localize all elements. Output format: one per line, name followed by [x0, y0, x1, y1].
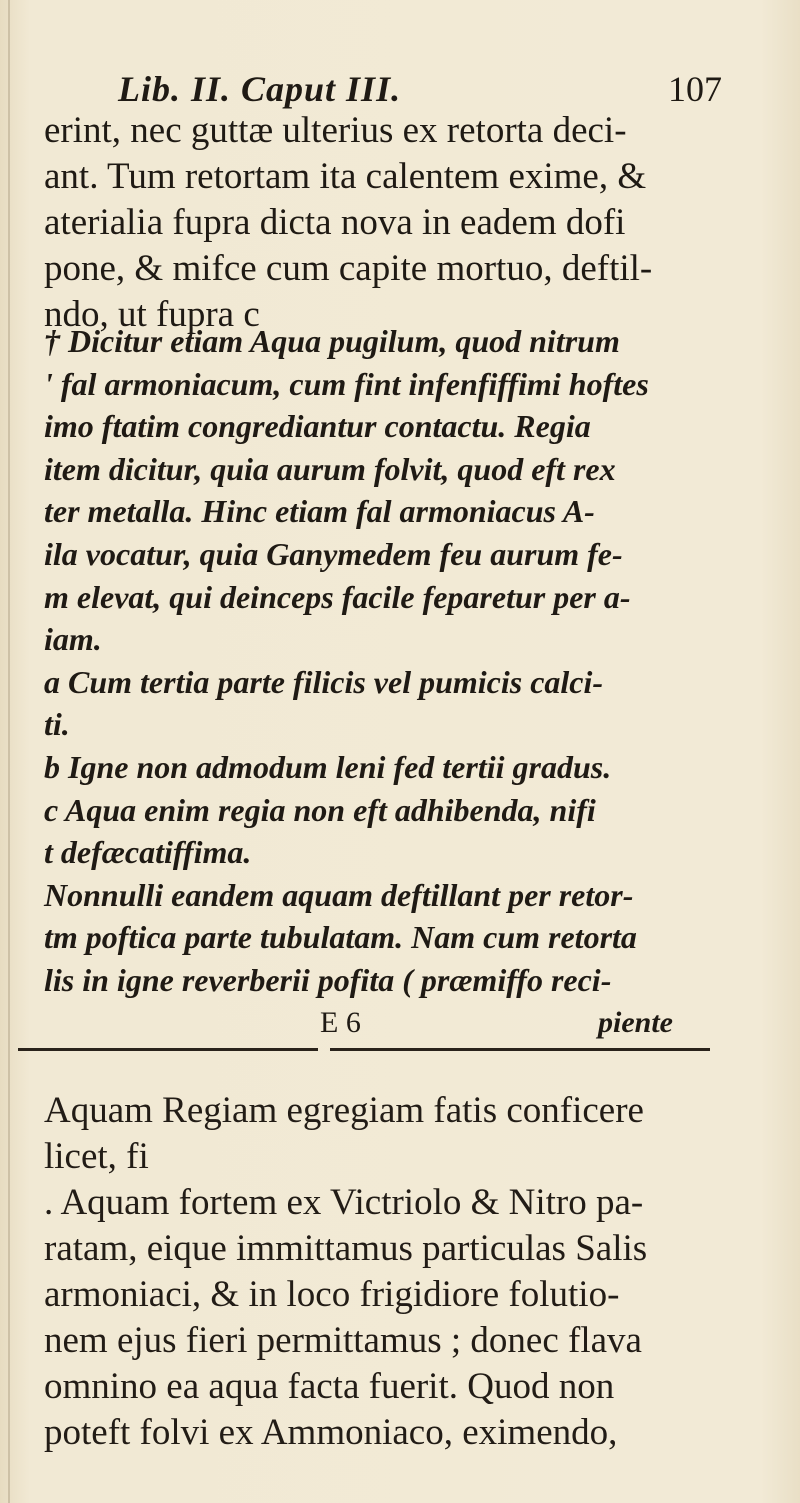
text-line: erint, nec guttæ ulterius ex retorta deci-: [44, 110, 627, 151]
main-text: [44, 108, 764, 338]
note-line: c Aqua enim regia non eft adhibenda, nifi: [44, 791, 596, 828]
divider-rule: [18, 1048, 318, 1051]
running-head: Lib. II. Caput III.: [118, 69, 402, 109]
note-line: Nonnulli eandem aquam deftillant per retor-: [44, 876, 634, 913]
footnotes: [44, 320, 774, 1002]
note-text-line: omnino ea aqua facta fuerit. Quod non: [44, 1366, 615, 1407]
note-text-line: ratam, eique immittamus particulas Salis: [44, 1228, 648, 1269]
note-line: imo ftatim congrediantur contactu. Regia: [44, 408, 591, 445]
text-line: ant. Tum retortam ita calentem exime, &: [44, 156, 647, 197]
text-line: aterialia fupra dicta nova in eadem dofi: [44, 202, 626, 243]
note-text-line: licet, fi: [44, 1136, 149, 1177]
note-text-line: Aquam Regiam egregiam fatis conficere: [44, 1090, 644, 1131]
note-line: ti.: [44, 706, 70, 743]
note-line: ila vocatur, quia Ganymedem feu aurum fe-: [44, 535, 623, 572]
note-line: a Cum tertia parte filicis vel pumicis calci-: [44, 663, 604, 700]
gutter-edge: [8, 0, 10, 1503]
note-text-line: . Aquam fortem ex Victriolo & Nitro pa-: [44, 1182, 644, 1223]
note-text-line: nem ejus fieri permittamus ; donec flava: [44, 1320, 642, 1361]
note-line: ter metalla. Hinc etiam fal armoniacus A-: [44, 493, 595, 530]
page-header: [0, 62, 800, 112]
note-line: b Igne non admodum leni fed tertii gradus.: [44, 748, 612, 785]
divider-rule: [330, 1048, 710, 1051]
signature-mark: E 6: [320, 1006, 361, 1039]
note-text-line: poteft folvi ex Ammoniaco, eximendo,: [44, 1412, 618, 1453]
note-line: item dicitur, quia aurum folvit, quod eft rex: [44, 450, 616, 487]
note-line: ' fal armoniacum, cum fint infenfiffimi hoftes: [44, 365, 649, 402]
note-line: iam.: [44, 621, 102, 658]
text-line: pone, & mifce cum capite mortuo, deftil-: [44, 248, 653, 289]
note-line: tm poftica parte tubulatam. Nam cum retorta: [44, 919, 637, 956]
note-line: lis in igne reverberii pofita ( præmiffo reci-: [44, 961, 612, 998]
catchword: piente: [598, 1006, 673, 1039]
page-number: 107: [668, 69, 722, 109]
pasted-note: [44, 1088, 784, 1456]
text-line: ndo, ut fupra c: [44, 294, 260, 335]
note-line: † Dicitur etiam Aqua pugilum, quod nitrum: [44, 323, 620, 359]
note-line: m elevat, qui deinceps facile feparetur per a-: [44, 578, 631, 615]
note-text-line: armoniaci, & in loco frigidiore folutio-: [44, 1274, 620, 1315]
note-line: t defæcatiffima.: [44, 834, 252, 871]
